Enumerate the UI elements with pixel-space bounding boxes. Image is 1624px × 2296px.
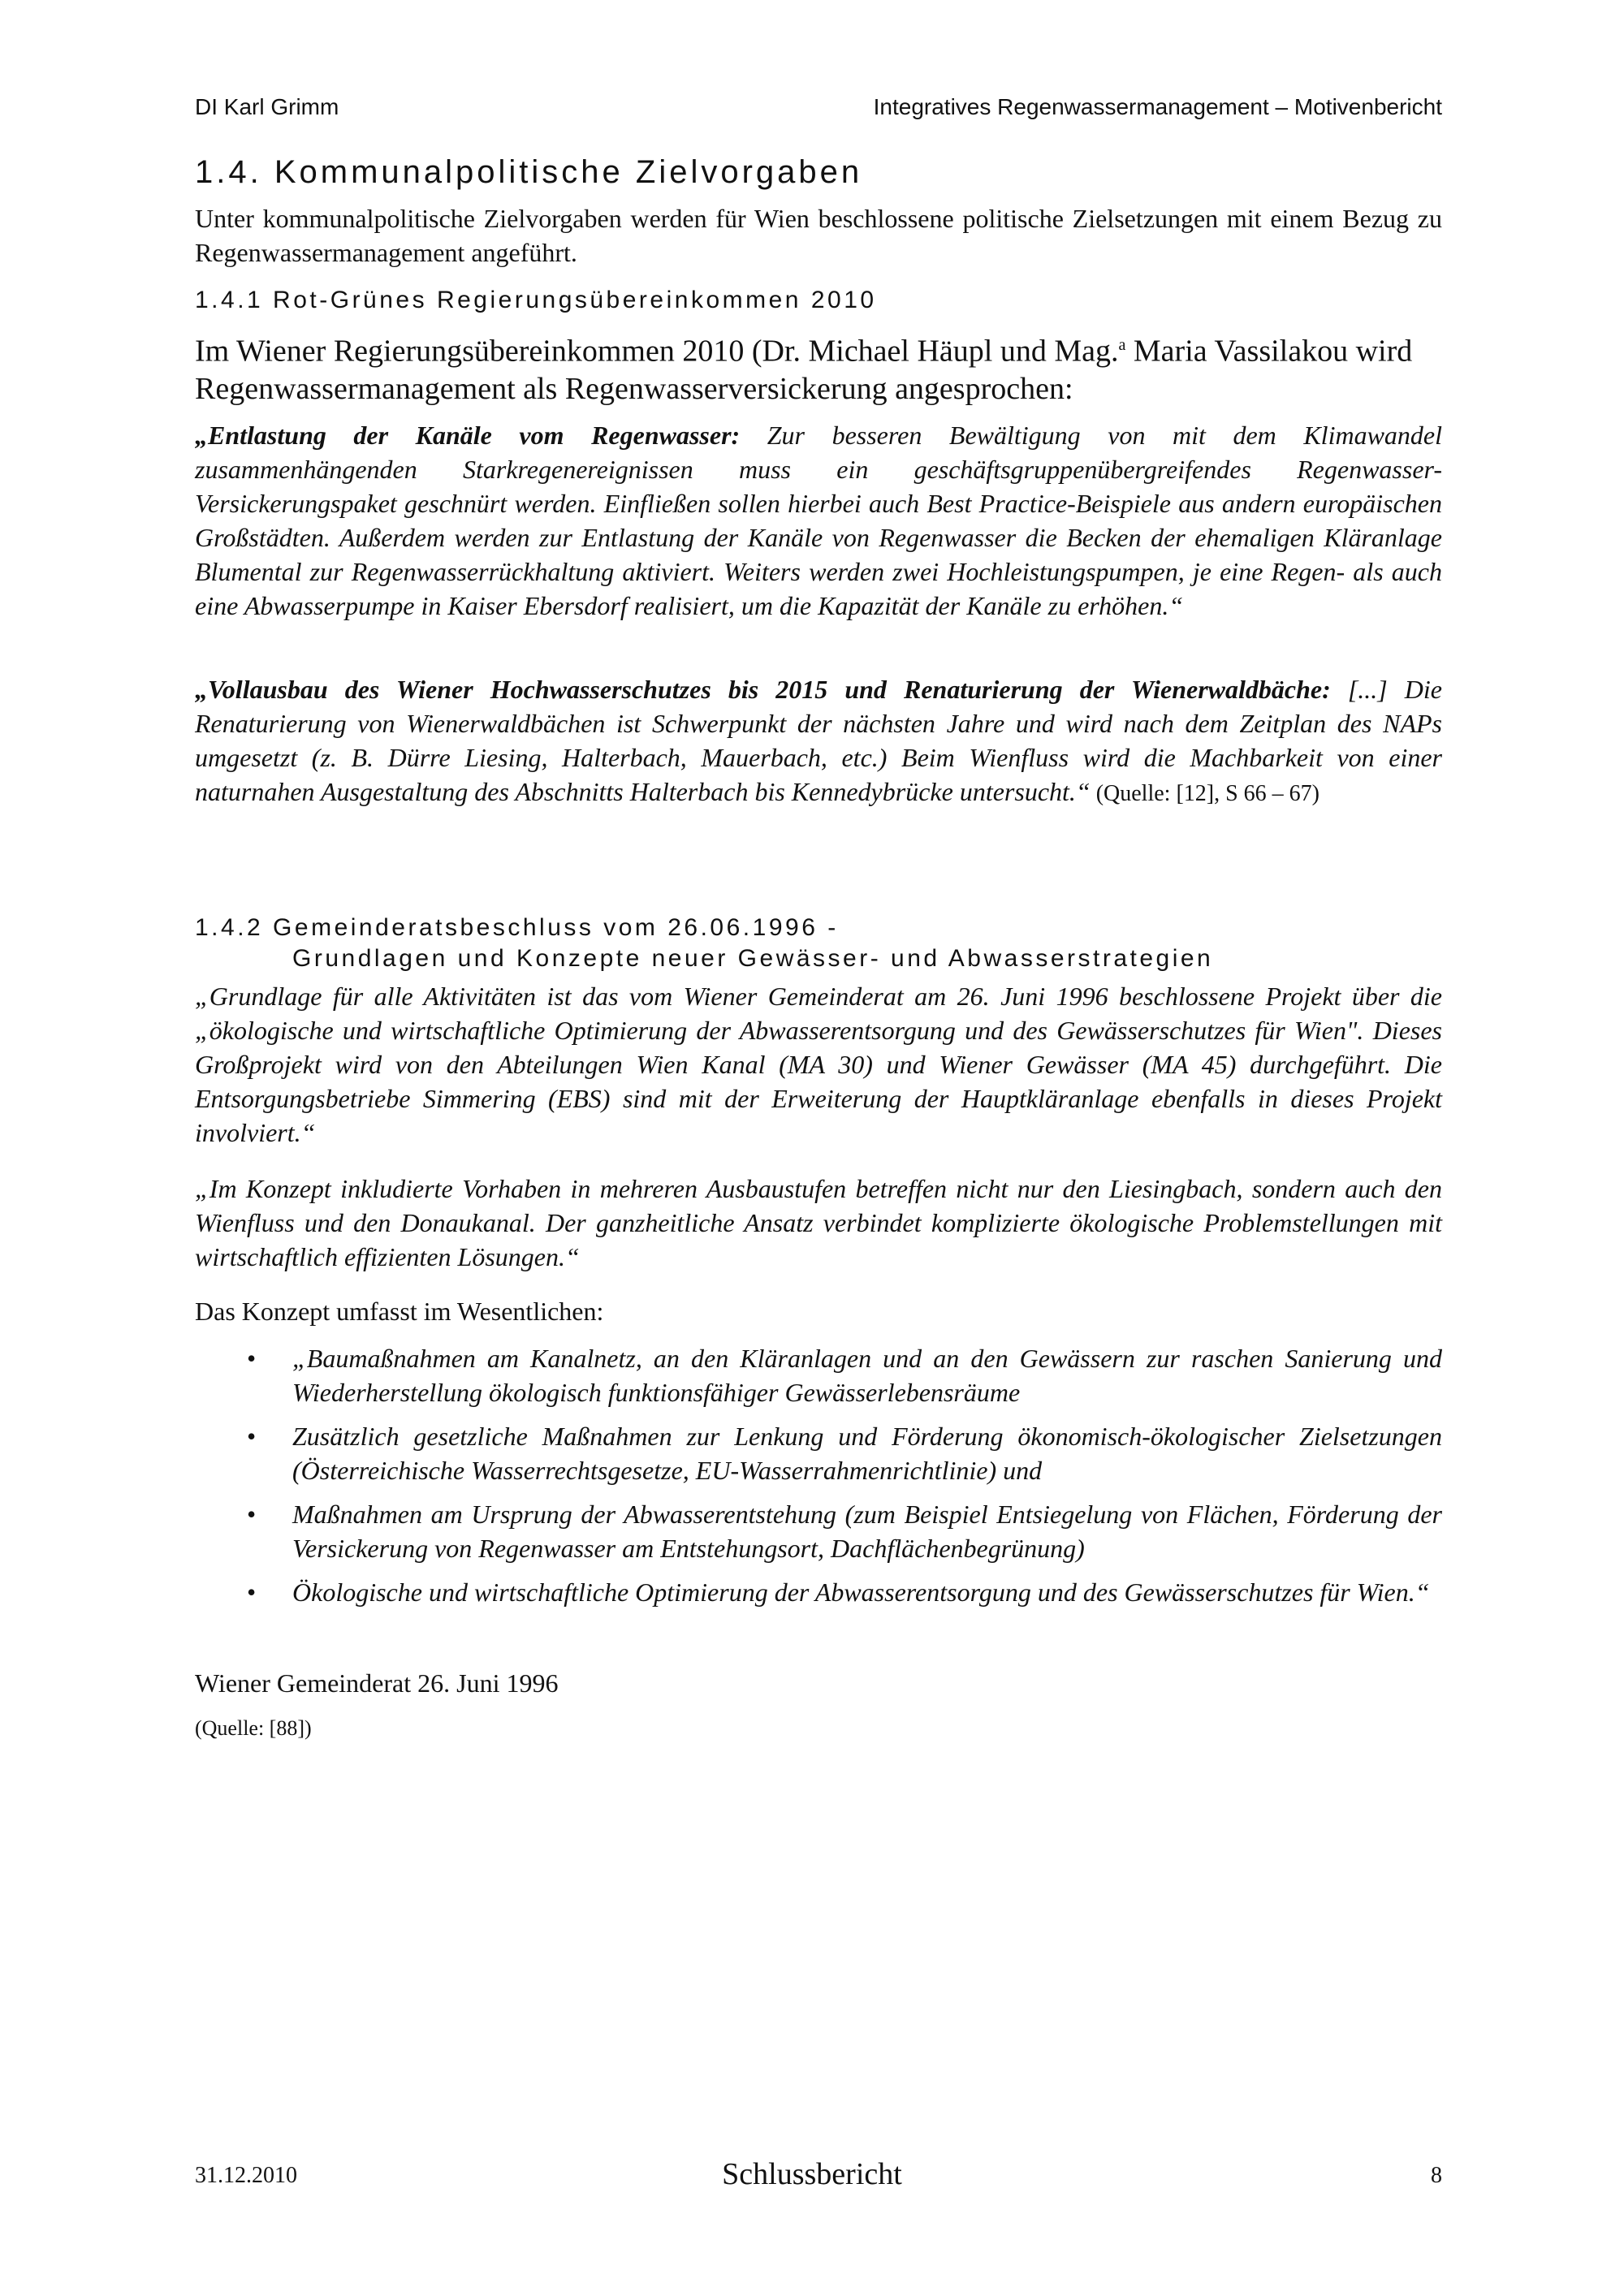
concept-intro: Das Konzept umfasst im Wesentlichen: bbox=[195, 1297, 604, 1326]
list-item bbox=[195, 1497, 1442, 1565]
bullet-text: Zusätzlich gesetzliche Maßnahmen zur Lenkung und Förderung ökonomisch-ökologischer Zielsetzungen (Österreichische Wasserrechtsgesetze, EU-Wasserrahmenrichtlinie) und bbox=[292, 1422, 1442, 1485]
gemeinderat-signature: Wiener Gemeinderat 26. Juni 1996 bbox=[195, 1668, 559, 1698]
intro-text-a: Im Wiener Regierungsübereinkommen 2010 (Dr. Michael Häupl und Mag. bbox=[195, 334, 1119, 369]
intro-superscript: a bbox=[1118, 336, 1126, 354]
quote2-body: [...] Die Renaturierung von Wienerwaldbächen ist Schwerpunkt der nächsten Jahre und wird nach dem Zeitplan des NAPs umgesetzt (z. B. Dürre Liesing, Halterbach, Mauerbach, etc.) Beim Wienfluss wird die Machbarkeit von einer naturnahen Ausgestaltung des Abschnitts Halterbach bis Kennedybrücke untersucht.“ bbox=[195, 675, 1443, 806]
bullet-text: Maßnahmen am Ursprung der Abwasserentstehung (zum Beispiel Entsiegelung von Flächen, Förderung der Versickerung von Regenwasser am Entstehungsort, Dachflächenbegrünung) bbox=[292, 1500, 1442, 1563]
footer-date: 31.12.2010 bbox=[195, 2163, 297, 2188]
quote1-heading: „Entlastung der Kanäle vom Regenwasser: bbox=[195, 421, 741, 450]
bullet-text: Ökologische und wirtschaftliche Optimierung der Abwasserentsorgung und des Gewässerschutzes für Wien.“ bbox=[292, 1577, 1430, 1607]
concept-bullet-list bbox=[195, 1341, 1442, 1619]
quote-kanal-entlastung bbox=[195, 418, 1442, 623]
quote-gemeinderat-grundlage: „Grundlage für alle Aktivitäten ist das vom Wiener Gemeinderat am 26. Juni 1996 beschlossene Projekt über die „ökologische und wirtschaftliche Optimierung der Abwasserentsorgung und des Gewässerschutzes für Wien". Dieses Großprojekt wird von den Abteilungen Wien Kanal (MA 30) und Wiener Gewässer (MA 45) durchgeführt. Die Entsorgungsbetriebe Simmering (EBS) sind mit der Erweiterung der Hauptkläranlage ebenfalls in dieses Projekt involviert.“ bbox=[195, 982, 1442, 1147]
bullet-icon: • bbox=[247, 1577, 257, 1607]
bullet-icon: • bbox=[247, 1500, 257, 1529]
quote1-body: Zur besseren Bewältigung von mit dem Klimawandel zusammenhängenden Starkregenereignissen muss ein geschäftsgruppenübergreifendes Regenwasser-Versickerungspaket geschnürt werden. Einfließen sollen hierbei auch Best Practice-Beispiele aus andern europäischen Großstädten. Außerdem werden zur Entlastung der Kanäle von Regenwasser die Becken der ehemaligen Kläranlage Blumental zur Regenwasserrückhaltung aktiviert. Weiters werden zwei Hochleistungspumpen, je eine Regen- als auch eine Abwasserpumpe in Kaiser Ebersdorf realisiert, um die Kapazität der Kanäle zu erhöhen.“ bbox=[195, 421, 1443, 620]
quote-konzept-vorhaben: „Im Konzept inkludierte Vorhaben in mehreren Ausbaustufen betreffen nicht nur den Liesingbach, sondern auch den Wienfluss und den Donaukanal. Der ganzheitliche Ansatz verbindet komplizierte ökologische Problemstellungen mit wirtschaftlich effizienten Lösungen.“ bbox=[195, 1174, 1442, 1271]
subsection-heading-1-4-2-subtitle: Grundlagen und Konzepte neuer Gewässer- und Abwasserstrategien bbox=[292, 945, 1214, 972]
bullet-icon: • bbox=[247, 1344, 257, 1373]
quote-hochwasserschutz bbox=[195, 672, 1442, 811]
bullet-icon: • bbox=[247, 1422, 257, 1451]
subsection-heading-1-4-1: 1.4.1 Rot-Grünes Regierungsübereinkommen 2010 bbox=[195, 287, 877, 313]
section-heading: 1.4. Kommunalpolitische Zielvorgaben bbox=[195, 154, 863, 190]
header-author: DI Karl Grimm bbox=[195, 94, 339, 119]
quote2-heading: „Vollausbau des Wiener Hochwasserschutzes bis 2015 und Renaturierung der Wienerwaldbäche: bbox=[195, 675, 1331, 704]
header-doc-title: Integratives Regenwassermanagement – Motivenbericht bbox=[873, 94, 1442, 119]
quote2-source: (Quelle: [12], S 66 – 67) bbox=[1090, 781, 1320, 806]
intro-text-b: Maria Vassilakou wird Regenwassermanagement als Regenwasserversickerung angesprochen: bbox=[195, 334, 1413, 406]
footer-title: Schlussbericht bbox=[722, 2157, 902, 2191]
list-item bbox=[195, 1341, 1442, 1409]
bullet-text: „Baumaßnahmen am Kanalnetz, an den Kläranlagen und an den Gewässern zur raschen Sanierung und Wiederherstellung ökologisch funktionsfähiger Gewässerlebensräume bbox=[292, 1344, 1442, 1407]
list-item bbox=[195, 1419, 1442, 1487]
source-reference: (Quelle: [88]) bbox=[195, 1716, 312, 1740]
subsection-heading-1-4-2: 1.4.2 Gemeinderatsbeschluss vom 26.06.1996 - bbox=[195, 914, 839, 941]
list-item bbox=[195, 1575, 1442, 1609]
section-intro: Unter kommunalpolitische Zielvorgaben werden für Wien beschlossene politische Zielsetzungen mit einem Bezug zu Regenwassermanagement angeführt. bbox=[195, 204, 1442, 267]
subsection-intro-1-4-1 bbox=[195, 326, 1442, 408]
page-number: 8 bbox=[1431, 2163, 1442, 2188]
